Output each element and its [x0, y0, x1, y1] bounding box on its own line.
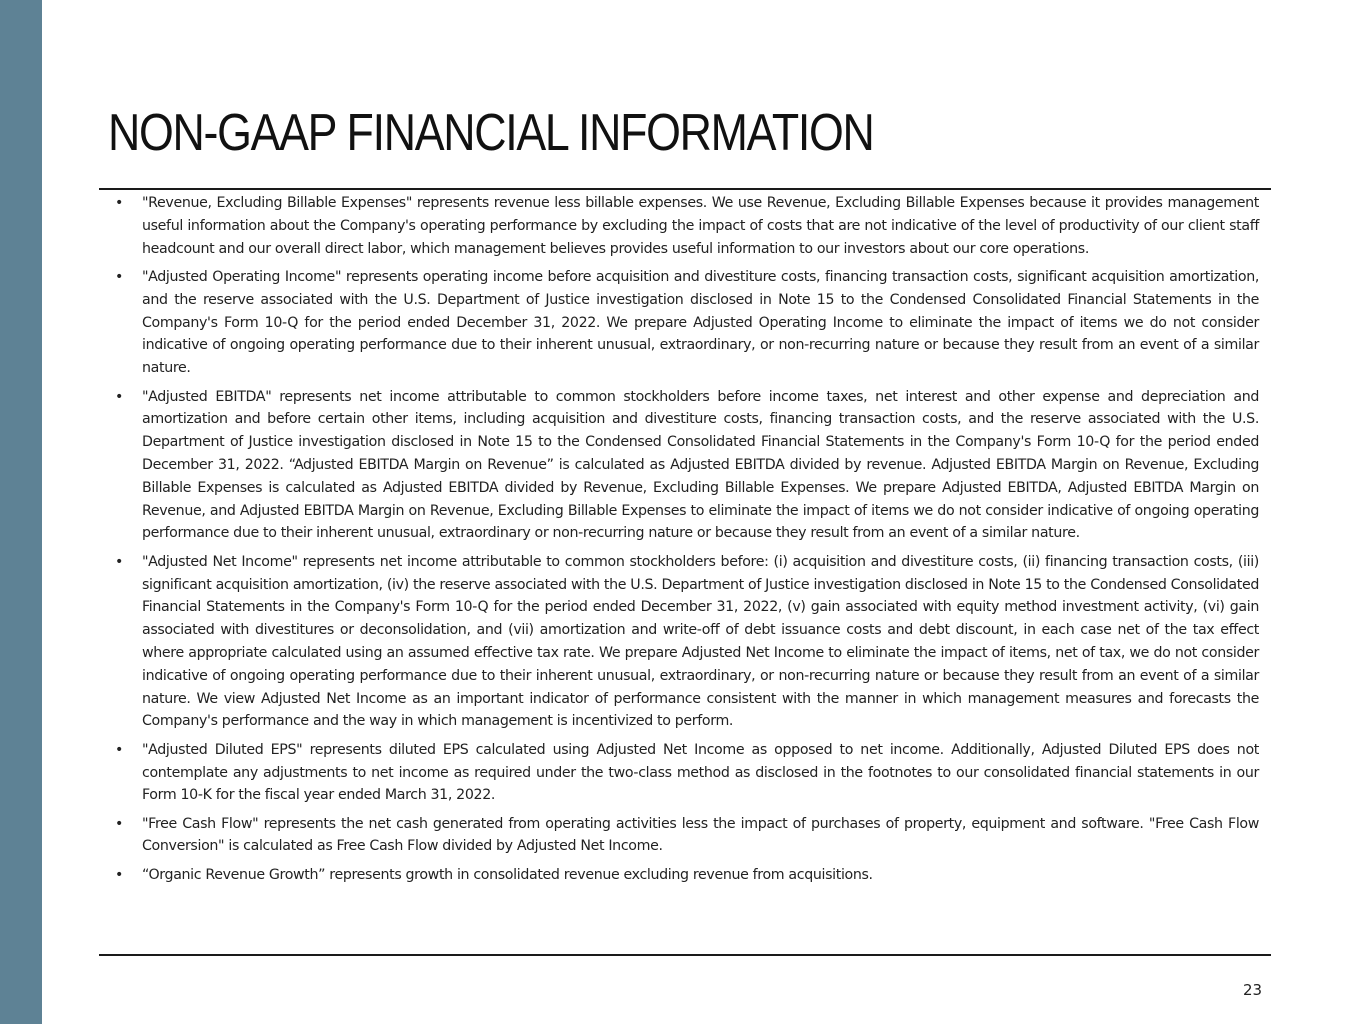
list-item [112, 864, 1259, 887]
bullet-icon: • [115, 195, 124, 211]
list-item-text: "Adjusted Diluted EPS" represents diluted EPS calculated using Adjusted Net Income as opposed to net income. Additionally, Adjusted Diluted EPS does not contemplate any adjustments to net income as required under the two-class method as disclosed in the footnotes to our consolidated financial statements in our Form 10-K for the fiscal year ended March 31, 2022. [142, 741, 1259, 804]
bullet-icon: • [115, 388, 124, 405]
list-item-text: "Adjusted EBITDA" represents net income attributable to common stockholders before income taxes, net interest and other expense and depreciation and amortization and before certain other items, including acquisition and divestiture costs, financing transaction costs, and the reserve associated with the U.S. Department of Justice investigation disclosed in Note 15 to the Condensed Consolidated Financial Statements in the Company's Form 10-Q for the period ended December 31, 2022. “Adjusted EBITDA Margin on Revenue” is calculated as Adjusted EBITDA divided by revenue. Adjusted EBITDA Margin on Revenue, Excluding Billable Expenses is calculated as Adjusted EBITDA divided by Revenue, Excluding Billable Expenses. We prepare Adjusted EBITDA, Adjusted EBITDA Margin on Revenue, and Adjusted EBITDA Margin on Revenue, Excluding Billable Expenses to eliminate the impact of items we do not consider indicative of ongoing operating performance due to their inherent unusual, extraordinary or non-recurring nature or because they result from an event of a similar nature. [142, 388, 1259, 542]
list-item [112, 551, 1259, 733]
list-item [112, 192, 1259, 260]
list-item [112, 813, 1259, 859]
left-accent-bar [0, 0, 42, 1024]
list-item [112, 266, 1259, 380]
definitions-list [112, 192, 1259, 887]
page-title: NON-GAAP FINANCIAL INFORMATION [108, 104, 874, 162]
bullet-icon: • [115, 866, 124, 883]
top-divider [99, 188, 1271, 190]
bottom-divider [99, 954, 1271, 956]
list-item-text: "Adjusted Net Income" represents net income attributable to common stockholders before: (i) acquisition and divestiture costs, (ii) financing transaction costs, (iii) significant acquisition amortization, (iv) the reserve associated with the U.S. Department of Justice investigation disclosed in Note 15 to the Condensed Consolidated Financial Statements in the Company's Form 10-Q for the period ended December 31, 2022, (v) gain associated with equity method investment activity, (vi) gain associated with divestitures or deconsolidation, and (vii) amortization and write-off of debt issuance costs and debt discount, in each case net of the tax effect where appropriate calculated using an assumed effective tax rate. We prepare Adjusted Net Income to eliminate the impact of items, net of tax, we do not consider indicative of ongoing operating performance due to their inherent unusual, extraordinary, or non-recurring nature or because they result from an event of a similar nature. We view Adjusted Net Income as an important indicator of performance consistent with the manner in which management measures and forecasts the Company's performance and the way in which management is incentivized to perform. [142, 553, 1259, 730]
bullet-icon: • [115, 741, 124, 758]
list-item-text: "Free Cash Flow" represents the net cash generated from operating activities less the impact of purchases of property, equipment and software. "Free Cash Flow Conversion" is calculated as Free Cash Flow divided by Adjusted Net Income. [142, 815, 1259, 855]
page-number: 23 [1243, 981, 1263, 999]
list-item [112, 386, 1259, 546]
bullet-icon: • [115, 815, 124, 832]
bullet-icon: • [115, 268, 124, 285]
list-item [112, 739, 1259, 807]
list-item-text: “Organic Revenue Growth” represents growth in consolidated revenue excluding revenue from acquisitions. [142, 866, 873, 883]
list-item-text: "Revenue, Excluding Billable Expenses" represents revenue less billable expenses. We use Revenue, Excluding Billable Expenses because it provides management useful information about the Company's operating performance by excluding the impact of costs that are not indicative of the level of productivity of our client staff headcount and our overall direct labor, which management believes provides useful information to our investors about our core operations. [142, 195, 1259, 257]
list-item-text: "Adjusted Operating Income" represents operating income before acquisition and divestiture costs, financing transaction costs, significant acquisition amortization, and the reserve associated with the U.S. Department of Justice investigation disclosed in Note 15 to the Condensed Consolidated Financial Statements in the Company's Form 10-Q for the period ended December 31, 2022. We prepare Adjusted Operating Income to eliminate the impact of items we do not consider indicative of ongoing operating performance due to their inherent unusual, extraordinary, or non-recurring nature or because they result from an event of a similar nature. [142, 268, 1259, 377]
bullet-icon: • [115, 553, 124, 570]
